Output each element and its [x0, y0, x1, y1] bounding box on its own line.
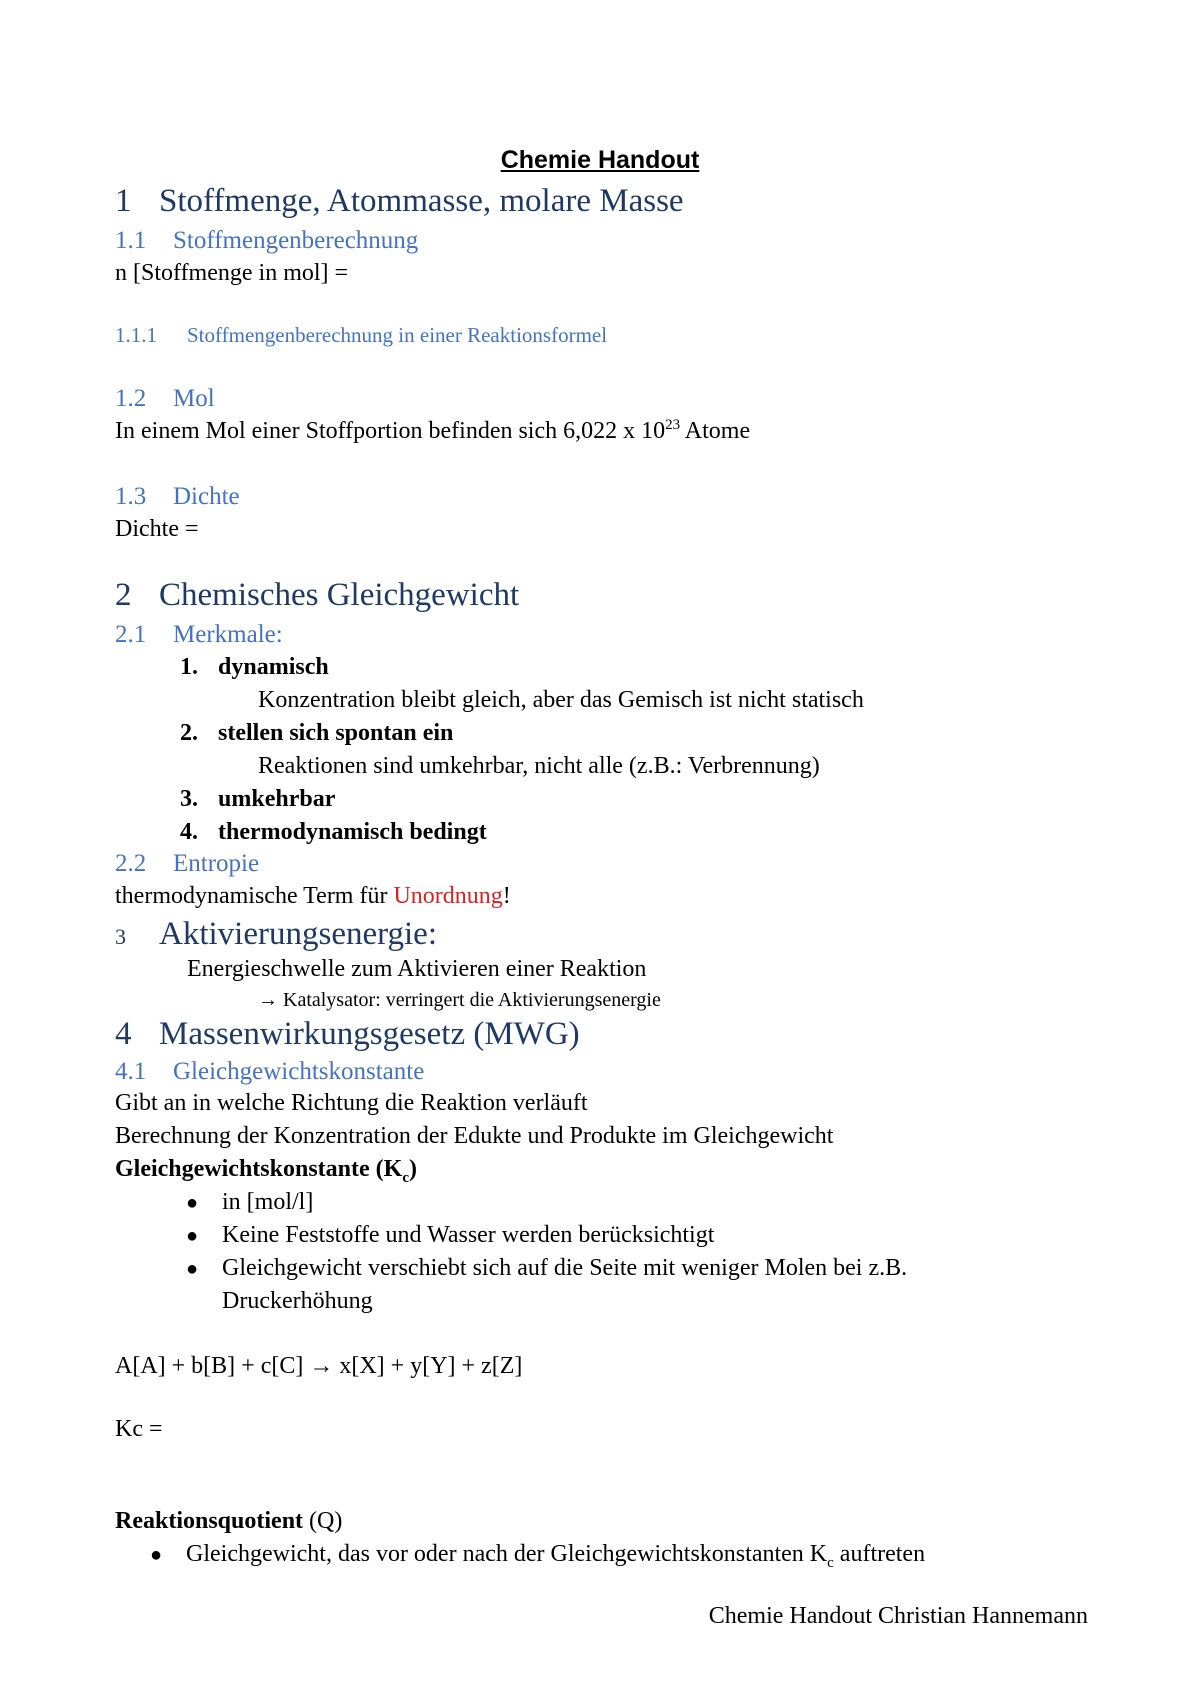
heading-section-4-1 [115, 1058, 424, 1086]
bullet-icon: ● [150, 1544, 163, 1566]
list-number: 3. [180, 786, 198, 812]
list-item-detail: Konzentration bleibt gleich, aber das Gemisch ist nicht statisch [258, 687, 864, 713]
kc-formula: Kc = [115, 1416, 163, 1442]
list-label: thermodynamisch bedingt [218, 819, 487, 845]
aktivierung-text: Energieschwelle zum Aktivieren einer Reaktion [187, 956, 647, 982]
highlight-word: Unordnung [393, 883, 503, 909]
list-item [180, 654, 329, 681]
bullet-icon: ● [186, 1192, 199, 1214]
mwg-text-line-2: Berechnung der Konzentration der Edukte und Produkte im Gleichgewicht [115, 1123, 834, 1149]
heading-text: Stoffmengenberechnung in einer Reaktionsformel [187, 323, 608, 347]
heading-text: Mol [173, 385, 215, 412]
heading-section-2-2 [115, 850, 259, 878]
list-item [186, 1255, 907, 1282]
heading-section-1-1 [115, 227, 418, 255]
bullet-text: Gleichgewicht, das vor oder nach der Gleichgewichtskonstanten K [186, 1541, 828, 1567]
heading-text: Stoffmenge, Atommasse, molare Masse [159, 183, 684, 219]
list-item [180, 720, 453, 747]
heading-section-3 [115, 916, 437, 953]
entropie-text-start: thermodynamische Term für [115, 883, 394, 909]
mol-text-end: Atome [680, 418, 751, 444]
reaktionsquotient-heading [115, 1508, 342, 1535]
bullet-text-continuation: Druckerhöhung [222, 1288, 373, 1314]
heading-text: Merkmale: [173, 621, 283, 648]
heading-section-1 [115, 183, 684, 220]
heading-number: 1.1.1 [115, 323, 157, 347]
heading-text: Aktivierungsenergie: [159, 916, 437, 952]
page-footer: Chemie Handout Christian Hannemann [708, 1603, 1088, 1629]
exponent: 23 [665, 417, 681, 433]
heading-number: 3 [115, 924, 126, 949]
bullet-text: in [mol/l] [222, 1189, 314, 1215]
bullet-text-end: auftreten [833, 1541, 926, 1567]
kc-heading [115, 1156, 418, 1186]
heading-text: Entropie [173, 850, 260, 877]
list-item [180, 819, 487, 846]
list-item [180, 786, 335, 813]
katalysator-note: → Katalysator: verringert die Aktivierungsenergie [258, 989, 661, 1011]
bullet-icon: ● [186, 1225, 199, 1247]
heading-number: 4.1 [115, 1058, 147, 1085]
list-number: 4. [180, 819, 198, 845]
dichte-formula-text: Dichte = [115, 516, 199, 542]
heading-number: 1.1 [115, 227, 147, 254]
kc-symbol: (K [369, 1156, 403, 1182]
list-item [186, 1222, 714, 1249]
heading-number: 2 [115, 577, 132, 613]
heading-section-1-1-1 [115, 323, 607, 348]
stoffmenge-formula-text: n [Stoffmenge in mol] = [115, 260, 349, 286]
heading-number: 1.3 [115, 483, 147, 510]
mwg-text-line-1: Gibt an in welche Richtung die Reaktion verläuft [115, 1090, 588, 1116]
heading-number: 1.2 [115, 385, 147, 412]
heading-section-4 [115, 1016, 580, 1053]
document-title: Chemie Handout [500, 146, 700, 174]
kc-label: Gleichgewichtskonstante [115, 1156, 370, 1182]
bullet-text: Keine Feststoffe und Wasser werden berücksichtigt [222, 1222, 715, 1248]
q-symbol: (Q) [303, 1508, 343, 1534]
heading-number: 4 [115, 1016, 132, 1052]
heading-number: 1 [115, 183, 132, 219]
heading-text: Chemisches Gleichgewicht [159, 577, 520, 613]
heading-section-1-3 [115, 483, 240, 511]
list-label: umkehrbar [218, 786, 336, 812]
list-label: stellen sich spontan ein [218, 720, 454, 746]
kc-close: ) [409, 1156, 418, 1182]
mol-definition-text [115, 418, 750, 445]
entropie-text-end: ! [502, 883, 511, 909]
bullet-icon: ● [186, 1258, 199, 1280]
heading-number: 2.1 [115, 621, 147, 648]
heading-text: Gleichgewichtskonstante [173, 1058, 425, 1085]
mol-text: In einem Mol einer Stoffportion befinden sich 6,022 x 10 [115, 418, 666, 444]
heading-text: Massenwirkungsgesetz (MWG) [159, 1016, 580, 1052]
kc-subscript: c [402, 1169, 410, 1186]
list-number: 2. [180, 720, 198, 746]
bullet-text: Gleichgewicht verschiebt sich auf die Seite mit weniger Molen bei z.B. [222, 1255, 908, 1281]
list-item [186, 1189, 313, 1216]
kc-subscript: c [827, 1554, 834, 1571]
heading-text: Stoffmengenberechnung [173, 227, 419, 254]
heading-section-1-2 [115, 385, 215, 413]
heading-text: Dichte [173, 483, 240, 510]
heading-section-2-1 [115, 621, 283, 649]
list-label: dynamisch [218, 654, 329, 680]
reaction-equation: A[A] + b[B] + c[C] → x[X] + y[Y] + z[Z] [115, 1353, 523, 1379]
list-item-detail: Reaktionen sind umkehrbar, nicht alle (z.B.: Verbrennung) [258, 753, 820, 779]
heading-number: 2.2 [115, 850, 147, 877]
list-number: 1. [180, 654, 198, 680]
q-label: Reaktionsquotient [115, 1508, 304, 1534]
entropie-text [115, 883, 511, 910]
list-item [150, 1541, 926, 1571]
heading-section-2 [115, 577, 519, 614]
